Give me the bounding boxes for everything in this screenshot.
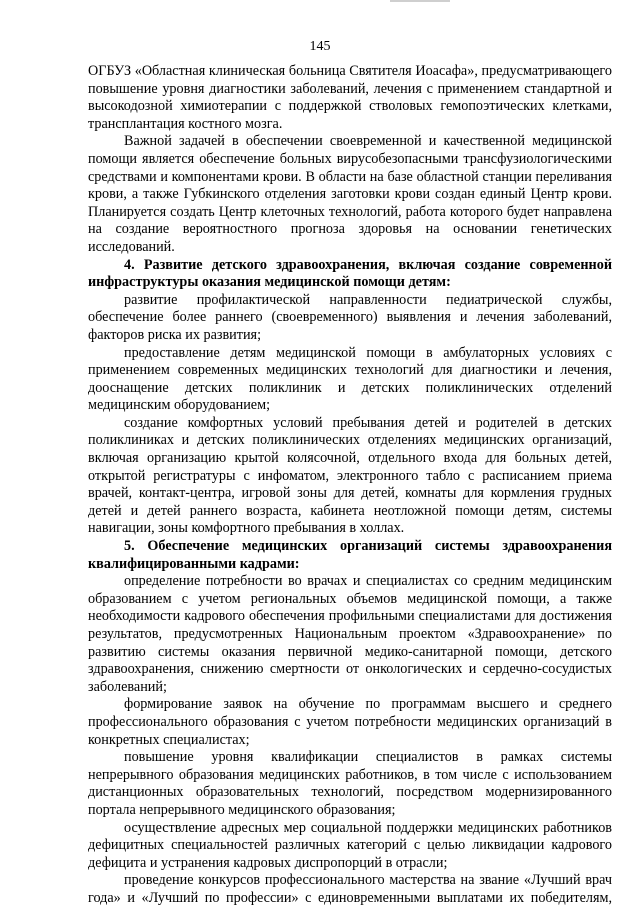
paragraph: осуществление адресных мер социальной поддержки медицинских работников дефицитных специальностей различных категорий с целью ликвидации кадрового дефицита и устранения кадровых диспропорций в отрасли; [88, 819, 612, 871]
section-heading: 4. Развитие детского здравоохранения, включая создание современной инфраструктуры оказания медицинской помощи детям: [88, 256, 612, 291]
paragraph: предоставление детям медицинской помощи в амбулаторных условиях с применением современных медицинских технологий для диагностики и лечения, дооснащение детских поликлиник и детских поликлинических отделений медицинским оборудованием; [88, 344, 612, 414]
paragraph: развитие профилактической направленности педиатрической службы, обеспечение более раннего (своевременного) выявления и лечения заболеваний, факторов риска их развития; [88, 291, 612, 343]
paragraph: формирование заявок на обучение по программам высшего и среднего профессионального образования с учетом потребности медицинских организаций в конкретных специалистах; [88, 696, 612, 748]
scan-edge-mark [390, 0, 450, 2]
paragraph: ОГБУЗ «Областная клиническая больница Святителя Иоасафа», предусматривающего повышение уровня диагностики заболеваний, лечения с применением стандартной и высокодозной химиотерапии с поддержкой стволовых гемопоэтических клетками, трансплантация костного мозга. [88, 63, 612, 132]
paragraph: создание комфортных условий пребывания детей и родителей в детских поликлиниках и детских поликлинических отделениях медицинских организаций, включая организацию крытой колясочной, отдельного входа для больных детей, открытой регистратуры с инфоматом, электронного табло с расписанием приема врачей, контакт-центра, игровой зоны для детей, комнаты для кормления грудных детей и детей раннего возраста, кабинета неотложной помощи детям, системы навигации, зоны комфортного пребывания в холлах. [88, 414, 612, 537]
paragraph: повышение уровня квалификации специалистов в рамках системы непрерывного образования медицинских работников, в том числе с использованием дистанционных образовательных технологий, посредством модернизированного портала непрерывного медицинского образования; [88, 749, 612, 818]
document-body [88, 63, 612, 908]
page-number: 145 [309, 39, 331, 54]
paragraph: определение потребности во врачах и специалистах со средним медицинским образованием с учетом региональных объемов медицинской помощи, а также необходимости кадрового обеспечения профильными специалистами для достижения результатов, предусмотренных Национальным проектом «Здравоохранение» по развитию системы оказания первичной медико-санитарной помощи, детского здравоохранения, снижению смертности от онкологических и сердечно-сосудистых заболеваний; [88, 573, 612, 695]
paragraph: проведение конкурсов профессионального мастерства на звание «Лучший врач года» и «Лучший по профессии» с единовременными выплатами их победителям, [88, 872, 612, 906]
paragraph: Важной задачей в обеспечении своевременной и качественной медицинской помощи является обеспечение больных вирусобезопасными трансфузиологическими средствами и компонентами крови. В области на базе областной станции переливания крови, а также Губкинского отделения заготовки крови создан единый Центр крови. Планируется создать Центр клеточных технологий, работа которого будет направлена на создание вероятностного прогноза здоровья на основании генетических исследований. [88, 133, 612, 255]
section-heading: 5. Обеспечение медицинских организаций системы здравоохранения квалифицированными кадрами: [88, 538, 612, 572]
